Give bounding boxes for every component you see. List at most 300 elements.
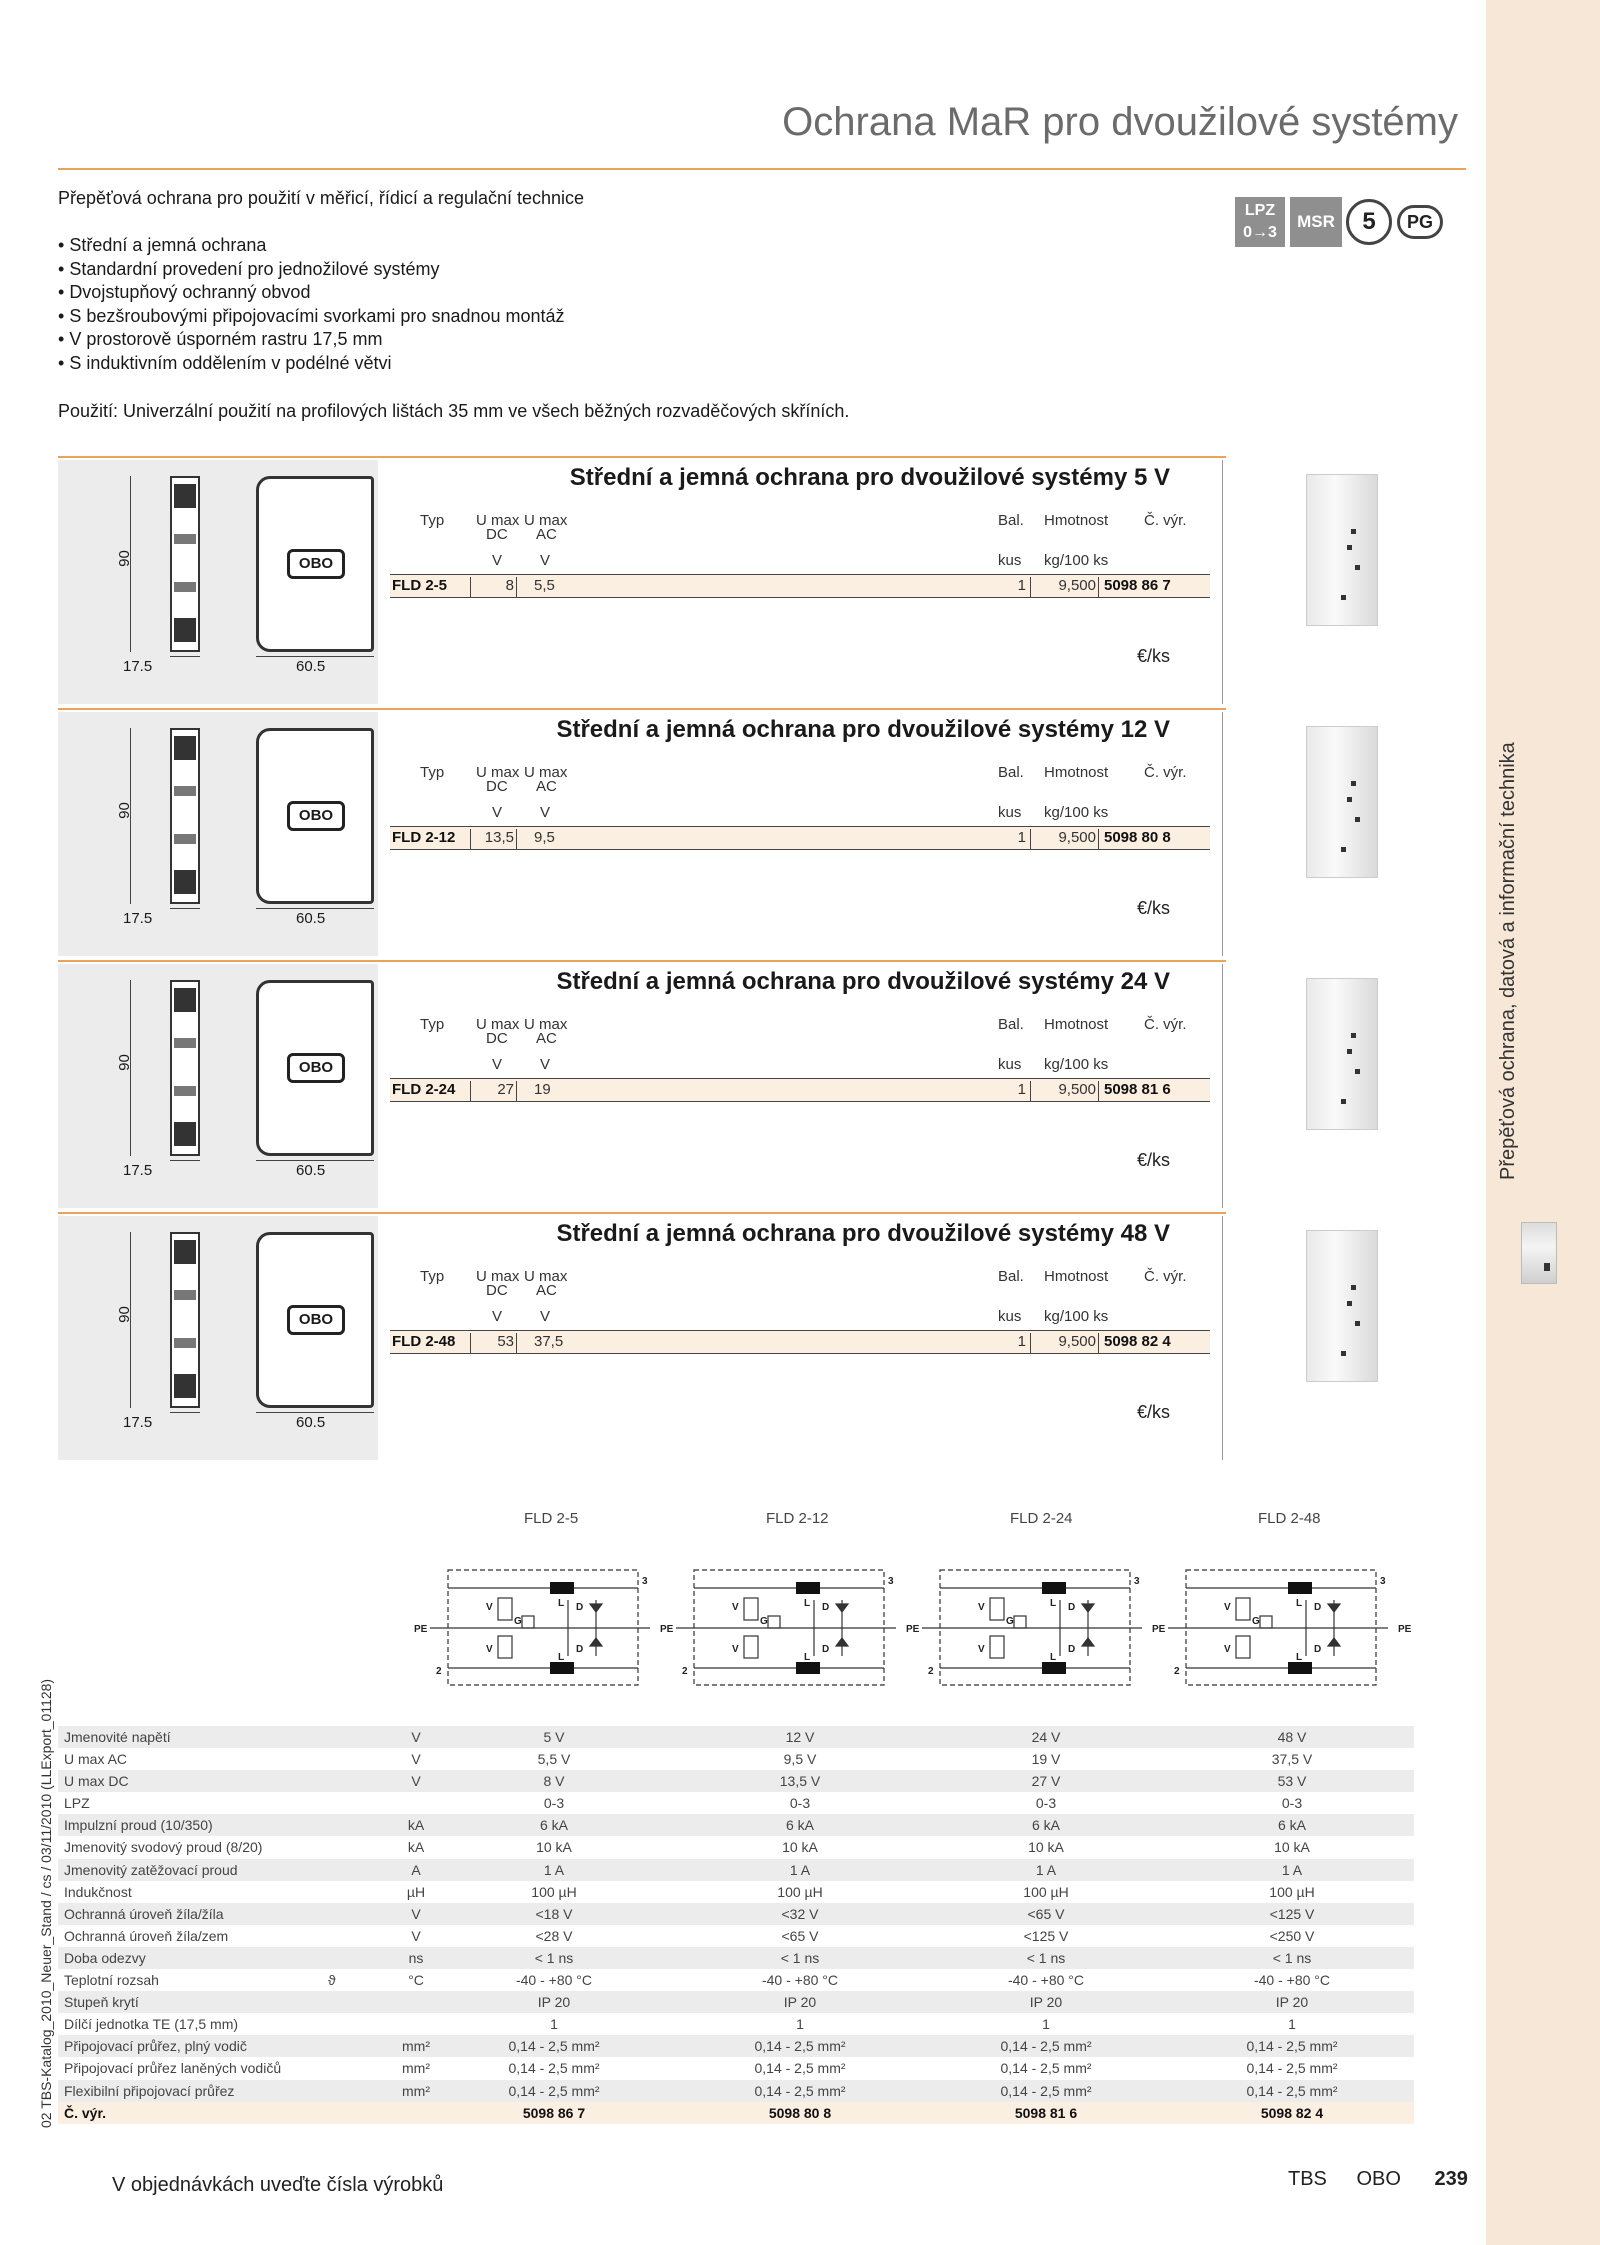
unit-hmotnost: kg/100 ks [1044,1056,1109,1073]
cell-dc: 8 [505,577,514,594]
cell-order-no: 5098 82 4 [1104,1333,1171,1350]
schematic-d: D [576,1644,584,1655]
cell-bal: 1 [1017,1081,1026,1098]
spec-unit: °C [408,1972,424,1989]
cell-bal: 1 [1017,577,1026,594]
schematic-g: G [514,1616,522,1627]
spec-value: 0,14 - 2,5 mm² [1000,2060,1092,2077]
spec-value: 0-3 [1035,1795,1057,1812]
spec-name: Jmenovitý zatěžovací proud [64,1861,238,1878]
unit-bal: kus [998,804,1022,821]
spec-value: 27 V [1031,1773,1061,1790]
col-umax-dc: U max [476,1016,520,1033]
front-view [170,1232,200,1408]
title-divider [58,168,1466,170]
spec-value: IP 20 [537,1994,571,2011]
unit-ac: V [540,1056,551,1073]
footer-brand-obo: OBO [1356,2168,1401,2190]
unit-hmotnost: kg/100 ks [1044,804,1109,821]
dimension-drawing [58,1216,378,1460]
schematic-pin-3: 3 [1134,1576,1140,1587]
spec-name: Jmenovitý svodový proud (8/20) [64,1839,263,1856]
cell-dc: 27 [497,1081,514,1098]
spec-row [58,1726,1414,1748]
five-year-seal-icon: 5 [1346,199,1392,245]
side-category-text [1497,1120,1517,1180]
table-units [390,548,1210,575]
lpz-range: 0→3 [1243,224,1277,241]
spec-row [58,1991,1414,2013]
spec-value: 0,14 - 2,5 mm² [1246,2060,1338,2077]
page-number: 239 [1434,2168,1468,2190]
cell-bal: 1 [1017,829,1026,846]
schematic-pin-2: 2 [1174,1666,1180,1677]
spec-value: 100 µH [777,1883,823,1900]
cell-order-no: 5098 81 6 [1104,1081,1171,1098]
width-dimension: 17.5 [123,658,153,675]
table-units [390,1304,1210,1331]
spec-unit: A [411,1861,421,1878]
feature-list [58,234,565,375]
pg-cert-icon: PG [1397,205,1443,239]
spec-unit: kA [407,1817,425,1834]
footer-brand-tbs: TBS [1288,2168,1327,2190]
table-units [390,800,1210,827]
obo-logo: OBO [287,1305,345,1335]
spec-value: <125 V [1269,1905,1315,1922]
inductor [796,1582,820,1594]
spec-value: 6 kA [1277,1817,1306,1834]
schematic-d: D [822,1602,830,1613]
col-bal: Bal. [998,764,1024,781]
spec-row [58,1748,1414,1770]
page-footer [1288,2168,1468,2191]
schematic-pin-2: 2 [682,1666,688,1677]
col-umax-ac: U max [524,512,568,529]
spec-value: 100 µH [531,1883,577,1900]
schematic-d: D [822,1644,830,1655]
spec-value: 13,5 V [779,1773,821,1790]
obo-logo: OBO [287,549,345,579]
height-dimension: 90 [115,550,133,567]
side-view [256,1232,374,1408]
spec-unit: ns [408,1949,424,1966]
table-header [390,1268,1210,1304]
side-view [256,980,374,1156]
col-hmotnost: Hmotnost [1044,764,1109,781]
price-unit: €/ks [1136,1150,1170,1170]
product-photo [1306,726,1378,878]
lpz-badge [1235,197,1285,247]
section-right-rule [1222,712,1223,956]
schematic-pe: PE [1152,1624,1166,1635]
spec-unit: V [411,1773,421,1790]
product-table [390,512,1210,598]
spec-value: 12 V [785,1729,815,1745]
schematic-l: L [804,1652,811,1663]
schematic-pin-3: 3 [1380,1576,1386,1587]
usage-text: Použití: Univerzální použití na profilových lištách 35 mm ve všech běžných rozvaděčových skříních. [58,401,850,421]
section-divider [58,456,1226,458]
spec-value: <32 V [781,1905,819,1922]
table-units [390,1052,1210,1079]
obo-logo: OBO [287,801,345,831]
front-view [170,728,200,904]
section-divider [58,708,1226,710]
unit-dc: V [492,804,503,821]
col-ac: AC [536,778,557,795]
spec-value: 6 kA [539,1817,568,1834]
spec-row [58,1903,1414,1925]
spec-value: 1 A [543,1861,565,1878]
spec-value: IP 20 [783,1994,817,2011]
spec-value: 0,14 - 2,5 mm² [754,2060,846,2077]
spec-value: <65 V [781,1927,819,1944]
unit-dc: V [492,1056,503,1073]
spec-name: Jmenovité napětí [64,1729,171,1745]
spec-value: <65 V [1027,1905,1065,1922]
circuit-schematics [400,1560,1420,1710]
spec-value: < 1 ns [1026,1949,1066,1966]
schematic-label: FLD 2-48 [1258,1510,1321,1527]
lpz-label: LPZ [1244,202,1276,219]
schematic-v: V [1224,1644,1231,1655]
product-section [58,1212,1226,1464]
schematic-d: D [1068,1644,1076,1655]
schematic-d: D [1314,1644,1322,1655]
spec-value: 19 V [1031,1751,1061,1768]
feature-item: • Dvojstupňový ochranný obvod [58,281,565,305]
spec-value: 24 V [1031,1729,1061,1745]
spec-value: 1 [1042,2016,1050,2033]
cell-order-no: 5098 80 8 [1104,829,1171,846]
cell-order-no: 5098 86 7 [1104,577,1171,594]
schematic-v: V [978,1602,985,1613]
schematic-v: V [486,1602,493,1613]
spec-value: 0-3 [1281,1795,1303,1812]
product-photo [1306,474,1378,626]
height-dimension: 90 [115,802,133,819]
front-view [170,476,200,652]
schematic-g: G [1006,1616,1014,1627]
schematic-d: D [1068,1602,1076,1613]
schematic-pin-3: 3 [888,1576,894,1587]
spec-unit: mm² [402,2060,430,2077]
spec-value: 0,14 - 2,5 mm² [1000,2082,1092,2099]
col-cvyr: Č. výr. [1144,764,1187,781]
unit-ac: V [540,552,551,569]
schematic-pe: PE [1398,1624,1412,1635]
cell-typ: FLD 2-48 [392,1333,456,1350]
spec-value: 6 kA [785,1817,814,1834]
col-umax-dc: U max [476,764,520,781]
page-title: Ochrana MaR pro dvoužilové systémy [782,100,1458,144]
inductor [1042,1662,1066,1674]
product-section [58,456,1226,708]
spec-value: 10 kA [1274,1839,1310,1856]
col-dc: DC [486,1030,508,1047]
spec-row [58,2013,1414,2035]
col-umax-ac: U max [524,1268,568,1285]
spec-name: Dílčí jednotka TE (17,5 mm) [64,2016,239,2033]
cell-ac: 19 [534,1081,551,1098]
spec-value: < 1 ns [534,1949,574,1966]
spec-value: IP 20 [1029,1994,1063,2011]
col-typ: Typ [420,1268,445,1285]
col-dc: DC [486,526,508,543]
unit-bal: kus [998,1056,1022,1073]
schematic-pin-2: 2 [928,1666,934,1677]
spec-row [58,2035,1414,2057]
spec-unit: µH [406,1883,426,1900]
spec-unit: mm² [402,2082,430,2099]
unit-dc: V [492,552,503,569]
schematic-d: D [576,1602,584,1613]
unit-hmotnost: kg/100 ks [1044,1308,1109,1325]
inductor [1042,1582,1066,1594]
col-umax-ac: U max [524,1016,568,1033]
spec-value: -40 - +80 °C [761,1972,839,1989]
inductor [1288,1582,1312,1594]
spec-value: < 1 ns [1272,1949,1312,1966]
spec-value: <28 V [535,1927,573,1944]
spec-unit: V [411,1927,421,1944]
spec-name: Ochranná úroveň žíla/žíla [64,1905,224,1922]
spec-value: 5098 86 7 [522,2104,586,2121]
front-view [170,980,200,1156]
table-row [390,827,1210,850]
spec-value: 0-3 [543,1795,565,1812]
catalog-export-note: 02 TBS-Katalog_2010_Neuer_Stand / cs / 03/11/2010 (LLExport_01128) [38,1678,54,2128]
dimension-drawing [58,712,378,956]
spec-value: 100 µH [1269,1883,1315,1900]
col-hmotnost: Hmotnost [1044,1016,1109,1033]
side-view [256,476,374,652]
schematic-l: L [558,1652,565,1663]
spec-row [58,1770,1414,1792]
unit-ac: V [540,804,551,821]
cell-hmotnost: 9,500 [1058,1333,1096,1350]
section-divider [58,1212,1226,1214]
feature-item: • S induktivním oddělením v podélné větvi [58,352,565,376]
spec-row [58,1947,1414,1969]
col-ac: AC [536,526,557,543]
obo-logo: OBO [287,1053,345,1083]
col-cvyr: Č. výr. [1144,512,1187,529]
product-photo [1306,978,1378,1130]
width-dimension: 17.5 [123,1162,153,1179]
spec-name: U max DC [64,1773,129,1790]
col-ac: AC [536,1030,557,1047]
unit-bal: kus [998,1308,1022,1325]
table-row [390,1079,1210,1102]
spec-value: 0,14 - 2,5 mm² [754,2082,846,2099]
col-hmotnost: Hmotnost [1044,1268,1109,1285]
table-header [390,1016,1210,1052]
table-header [390,512,1210,548]
spec-unit: kA [407,1839,425,1856]
spec-value: 10 kA [536,1839,572,1856]
section-title: Střední a jemná ochrana pro dvoužilové systémy 5 V [569,464,1170,491]
spec-value: 6 kA [1031,1817,1060,1834]
schematic-pin-3: 3 [642,1576,648,1587]
schematic-pin-2: 2 [436,1666,442,1677]
table-row [390,1331,1210,1354]
col-bal: Bal. [998,1268,1024,1285]
width-dimension: 17.5 [123,910,153,927]
spec-value: <250 V [1269,1927,1315,1944]
spec-unit: V [411,1751,421,1768]
feature-item: • Střední a jemná ochrana [58,234,565,258]
product-table [390,1268,1210,1354]
spec-name: Teplotní rozsah [64,1972,159,1989]
spec-value: 0,14 - 2,5 mm² [508,2038,600,2055]
col-umax-dc: U max [476,512,520,529]
section-right-rule [1222,964,1223,1208]
spec-value: 1 [796,2016,804,2033]
table-header [390,764,1210,800]
spec-value: -40 - +80 °C [515,1972,593,1989]
col-bal: Bal. [998,512,1024,529]
schematic-label: FLD 2-5 [524,1510,579,1527]
depth-dimension: 60.5 [296,658,326,675]
col-typ: Typ [420,1016,445,1033]
schematic-circuit [922,1570,1142,1685]
spec-value: -40 - +80 °C [1007,1972,1085,1989]
spec-row [58,1859,1414,1881]
spec-value: 0,14 - 2,5 mm² [1000,2038,1092,2055]
spec-name: Flexibilní připojovací průřez [64,2082,235,2099]
spec-value: 5,5 V [537,1751,571,1768]
product-section [58,960,1226,1212]
width-dimension: 17.5 [123,1414,153,1431]
col-dc: DC [486,778,508,795]
cell-typ: FLD 2-12 [392,829,456,846]
cell-hmotnost: 9,500 [1058,829,1096,846]
spec-name: Připojovací průřez, plný vodič [64,2038,247,2055]
col-hmotnost: Hmotnost [1044,512,1109,529]
spec-value: <125 V [1023,1927,1069,1944]
schematic-pe: PE [414,1624,428,1635]
spec-row [58,2102,1414,2124]
spec-value: 1 A [1281,1861,1303,1878]
feature-item: • V prostorově úsporném rastru 17,5 mm [58,328,565,352]
unit-bal: kus [998,552,1022,569]
spec-value: 37,5 V [1271,1751,1313,1768]
schematic-l: L [1296,1598,1303,1609]
spec-symbol: ϑ [328,1972,336,1989]
spec-row [58,1925,1414,1947]
dimension-drawing [58,964,378,1208]
cell-ac: 37,5 [534,1333,564,1350]
inductor [550,1582,574,1594]
col-umax-dc: U max [476,1268,520,1285]
product-section [58,708,1226,960]
schematic-l: L [1050,1652,1057,1663]
product-photo [1306,1230,1378,1382]
product-table [390,764,1210,850]
cell-dc: 53 [497,1333,514,1350]
spec-name: Č. výr. [64,2104,107,2121]
spec-value: 9,5 V [783,1751,817,1768]
col-typ: Typ [420,764,445,781]
spec-name: Ochranná úroveň žíla/zem [64,1927,229,1944]
spec-unit: mm² [402,2038,430,2055]
depth-dimension: 60.5 [296,1162,326,1179]
cell-typ: FLD 2-24 [392,1081,456,1098]
schematic-v: V [486,1644,493,1655]
schematic-l: L [1050,1598,1057,1609]
col-bal: Bal. [998,1016,1024,1033]
schematic-pe: PE [660,1624,674,1635]
schematic-pe: PE [906,1624,920,1635]
schematic-circuit [1168,1570,1388,1685]
spec-row [58,1836,1414,1858]
unit-dc: V [492,1308,503,1325]
price-unit: €/ks [1136,646,1170,666]
schematic-v: V [732,1644,739,1655]
spec-name: Připojovací průřez laněných vodičů [64,2060,282,2077]
depth-dimension: 60.5 [296,1414,326,1431]
section-title: Střední a jemná ochrana pro dvoužilové systémy 12 V [556,716,1170,743]
spec-unit: V [411,1905,421,1922]
spec-value: 8 V [543,1773,565,1790]
spec-value: <18 V [535,1905,573,1922]
spec-row [58,1969,1414,1991]
price-unit: €/ks [1136,898,1170,918]
cell-dc: 13,5 [484,829,514,846]
col-typ: Typ [420,512,445,529]
cell-ac: 5,5 [534,577,555,594]
intro-text: Přepěťová ochrana pro použití v měřicí, řídicí a regulační technice [58,188,585,208]
spec-value: IP 20 [1275,1994,1309,2011]
col-ac: AC [536,1282,557,1299]
spec-name: Impulzní proud (10/350) [64,1817,213,1834]
schematic-g: G [1252,1616,1260,1627]
depth-dimension: 60.5 [296,910,326,927]
schematic-v: V [732,1602,739,1613]
spec-value: 1 A [1035,1861,1057,1878]
msr-badge: MSR [1290,197,1342,247]
order-note: V objednávkách uveďte čísla výrobků [112,2174,444,2196]
schematic-circuit [430,1570,650,1685]
spec-name: Stupeň krytí [64,1994,139,2011]
col-cvyr: Č. výr. [1144,1016,1187,1033]
height-dimension: 90 [115,1054,133,1071]
cell-hmotnost: 9,500 [1058,1081,1096,1098]
spec-name: LPZ [64,1795,90,1812]
schematic-l: L [804,1598,811,1609]
schematic-circuit [676,1570,896,1685]
col-cvyr: Č. výr. [1144,1268,1187,1285]
spec-value: 0,14 - 2,5 mm² [1246,2082,1338,2099]
spec-row [58,1814,1414,1836]
cell-bal: 1 [1017,1333,1026,1350]
schematic-v: V [1224,1602,1231,1613]
spec-value: 10 kA [782,1839,818,1856]
feature-item: • S bezšroubovými připojovacími svorkami pro snadnou montáž [58,305,565,329]
spec-value: 1 A [789,1861,811,1878]
unit-ac: V [540,1308,551,1325]
cell-ac: 9,5 [534,829,555,846]
table-row [390,575,1210,598]
schematic-d: D [1314,1602,1322,1613]
spec-row [58,2057,1414,2079]
inductor [550,1662,574,1674]
section-divider [58,960,1226,962]
spec-value: 5098 81 6 [1014,2104,1078,2121]
spec-value: 100 µH [1023,1883,1069,1900]
